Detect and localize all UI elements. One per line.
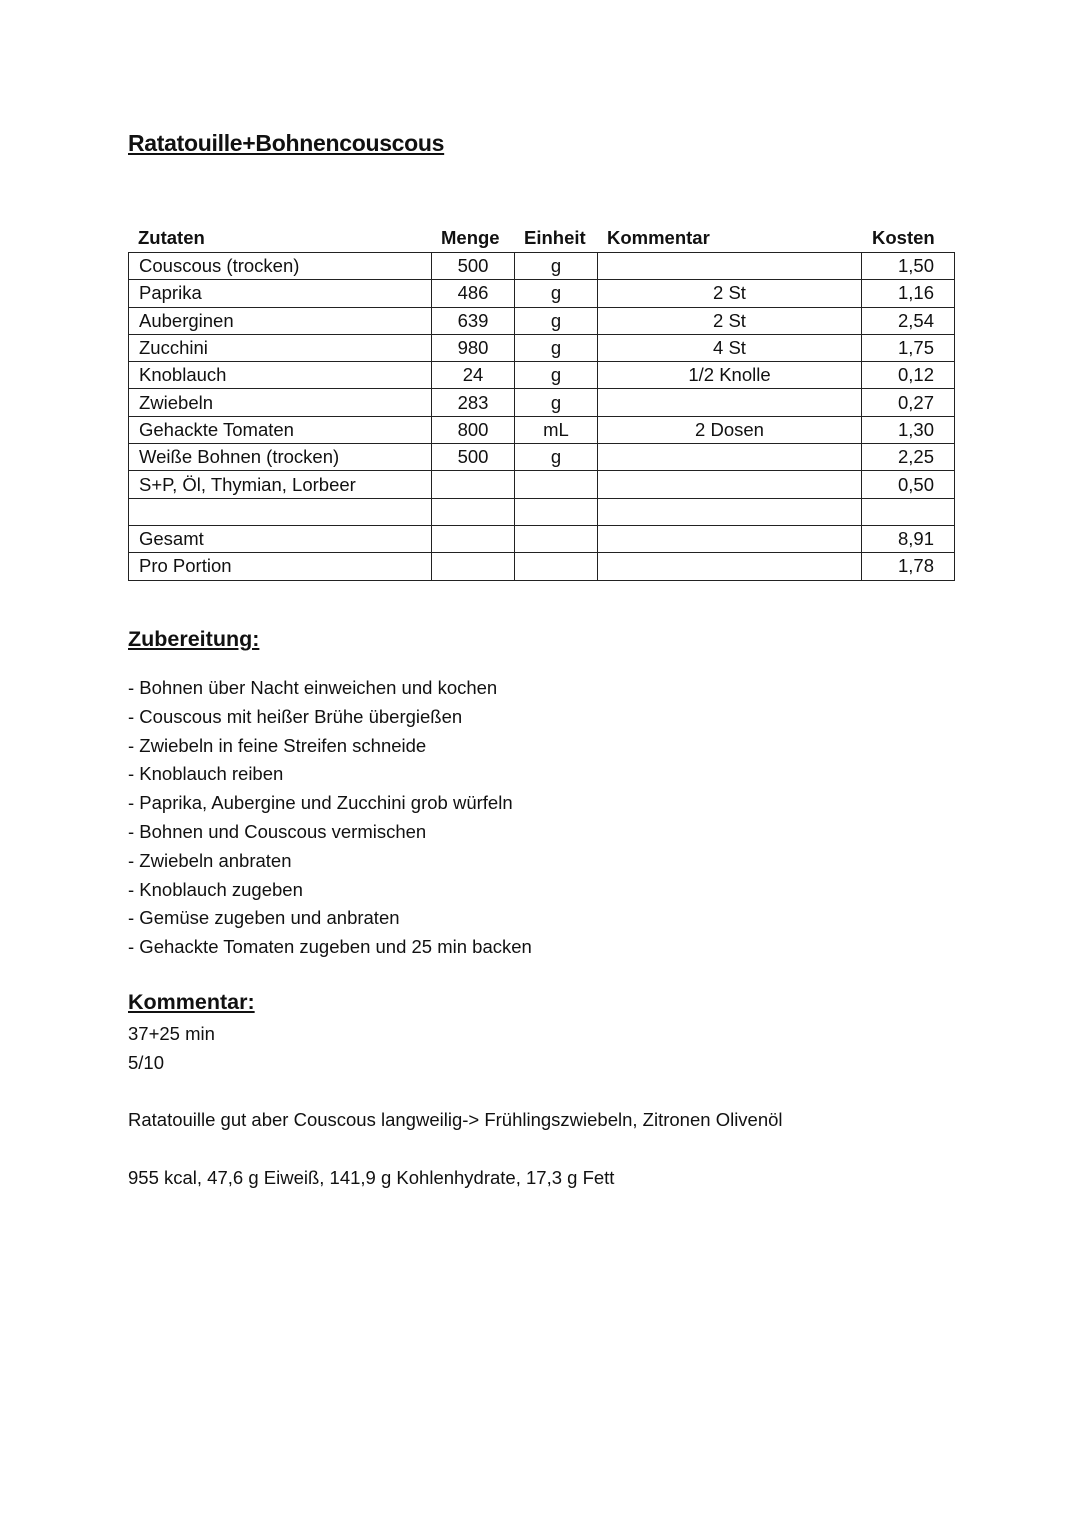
table-cell-kosten: 8,91 xyxy=(862,525,955,552)
table-cell-kosten: 2,25 xyxy=(862,444,955,471)
table-row xyxy=(129,416,955,443)
table-cell-zutaten: Zwiebeln xyxy=(129,389,432,416)
preparation-step: - Paprika, Aubergine und Zucchini grob würfeln xyxy=(128,792,513,814)
table-cell-menge: 486 xyxy=(432,280,515,307)
table-cell-menge: 639 xyxy=(432,307,515,334)
table-cell-einheit: g xyxy=(515,307,598,334)
table-cell-kosten: 0,50 xyxy=(862,471,955,498)
table-cell-einheit xyxy=(515,471,598,498)
table-cell-einheit: mL xyxy=(515,416,598,443)
table-cell-kommentar xyxy=(598,253,862,280)
table-row xyxy=(129,525,955,552)
preparation-step: - Couscous mit heißer Brühe übergießen xyxy=(128,705,463,727)
table-cell-menge xyxy=(432,553,515,580)
table-cell-zutaten: Zucchini xyxy=(129,334,432,361)
table-row xyxy=(129,362,955,389)
table-cell-kosten: 1,30 xyxy=(862,416,955,443)
table-cell-kommentar xyxy=(598,498,862,525)
table-cell-zutaten: S+P, Öl, Thymian, Lorbeer xyxy=(129,471,432,498)
table-row xyxy=(129,444,955,471)
table-cell-einheit: g xyxy=(515,253,598,280)
table-cell-zutaten: Gesamt xyxy=(129,525,432,552)
table-row xyxy=(129,334,955,361)
table-cell-kosten: 2,54 xyxy=(862,307,955,334)
table-cell-zutaten: Paprika xyxy=(129,280,432,307)
page-title: Ratatouille+Bohnencouscous xyxy=(128,130,445,156)
table-cell-menge: 24 xyxy=(432,362,515,389)
table-cell-zutaten: Auberginen xyxy=(129,307,432,334)
table-cell-menge: 500 xyxy=(432,253,515,280)
column-header-zutaten: Zutaten xyxy=(138,227,205,248)
table-cell-kosten: 1,78 xyxy=(862,553,955,580)
preparation-step: - Gemüse zugeben und anbraten xyxy=(128,907,400,929)
table-cell-kommentar xyxy=(598,389,862,416)
table-cell-menge: 800 xyxy=(432,416,515,443)
preparation-step: - Bohnen und Couscous vermischen xyxy=(128,820,427,842)
table-row xyxy=(129,471,955,498)
table-cell-zutaten: Couscous (trocken) xyxy=(129,253,432,280)
table-cell-einheit xyxy=(515,498,598,525)
table-cell-menge xyxy=(432,471,515,498)
table-cell-kosten: 1,16 xyxy=(862,280,955,307)
table-cell-kommentar: 2 St xyxy=(598,280,862,307)
comment-note: Ratatouille gut aber Couscous langweilig-> Frühlingszwiebeln, Zitronen Olivenöl xyxy=(128,1109,783,1130)
comment-nutrition: 955 kcal, 47,6 g Eiweiß, 141,9 g Kohlenhydrate, 17,3 g Fett xyxy=(128,1167,615,1188)
table-cell-einheit xyxy=(515,525,598,552)
table-row xyxy=(129,280,955,307)
comment-time: 37+25 min xyxy=(128,1023,215,1044)
table-cell-kommentar xyxy=(598,525,862,552)
table-cell-einheit: g xyxy=(515,362,598,389)
table-cell-menge xyxy=(432,525,515,552)
table-cell-kommentar xyxy=(598,444,862,471)
table-cell-kosten: 1,50 xyxy=(862,253,955,280)
table-cell-zutaten: Knoblauch xyxy=(129,362,432,389)
table-cell-kommentar: 2 St xyxy=(598,307,862,334)
table-row xyxy=(129,389,955,416)
table-cell-zutaten xyxy=(129,498,432,525)
column-header-kommentar: Kommentar xyxy=(607,227,710,248)
preparation-step: - Bohnen über Nacht einweichen und kochen xyxy=(128,677,498,698)
table-cell-menge: 283 xyxy=(432,389,515,416)
table-cell-menge xyxy=(432,498,515,525)
table-cell-menge: 500 xyxy=(432,444,515,471)
table-cell-einheit: g xyxy=(515,280,598,307)
comment-heading: Kommentar: xyxy=(128,990,255,1014)
preparation-step: - Gehackte Tomaten zugeben und 25 min backen xyxy=(128,936,532,958)
table-cell-einheit: g xyxy=(515,389,598,416)
table-cell-kosten: 0,27 xyxy=(862,389,955,416)
preparation-step: - Knoblauch zugeben xyxy=(128,878,303,900)
ingredients-table xyxy=(128,252,955,581)
preparation-step: - Knoblauch reiben xyxy=(128,763,284,785)
column-header-menge: Menge xyxy=(441,227,500,248)
table-row xyxy=(129,253,955,280)
table-cell-menge: 980 xyxy=(432,334,515,361)
table-cell-kommentar: 4 St xyxy=(598,334,862,361)
table-cell-kommentar xyxy=(598,553,862,580)
table-row xyxy=(129,553,955,580)
preparation-step: - Zwiebeln in feine Streifen schneide xyxy=(128,734,427,756)
table-row xyxy=(129,307,955,334)
table-cell-einheit: g xyxy=(515,444,598,471)
preparation-steps xyxy=(128,674,532,962)
preparation-heading: Zubereitung: xyxy=(128,627,260,651)
table-cell-zutaten: Pro Portion xyxy=(129,553,432,580)
table-cell-einheit: g xyxy=(515,334,598,361)
table-cell-zutaten: Gehackte Tomaten xyxy=(129,416,432,443)
table-cell-zutaten: Weiße Bohnen (trocken) xyxy=(129,444,432,471)
preparation-step: - Zwiebeln anbraten xyxy=(128,849,292,871)
table-cell-einheit xyxy=(515,553,598,580)
table-row xyxy=(129,498,955,525)
table-cell-kommentar xyxy=(598,471,862,498)
table-cell-kosten: 0,12 xyxy=(862,362,955,389)
column-header-kosten: Kosten xyxy=(872,227,935,248)
table-cell-kommentar: 1/2 Knolle xyxy=(598,362,862,389)
table-cell-kommentar: 2 Dosen xyxy=(598,416,862,443)
table-cell-kosten: 1,75 xyxy=(862,334,955,361)
column-header-einheit: Einheit xyxy=(524,227,586,248)
table-cell-kosten xyxy=(862,498,955,525)
comment-rating: 5/10 xyxy=(128,1052,165,1073)
